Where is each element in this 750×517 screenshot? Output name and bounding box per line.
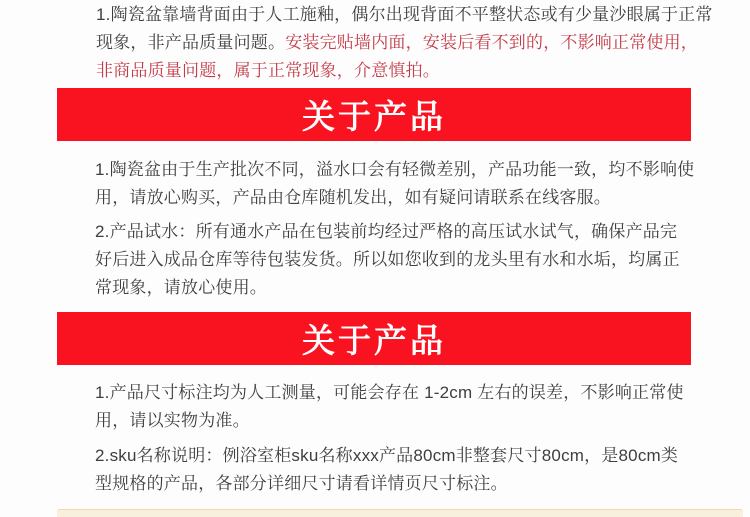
paragraph-line: 用，请放心购买，产品由仓库随机发出，如有疑问请联系在线客服。 <box>95 188 611 207</box>
section-banner-about-product-1 <box>57 88 691 141</box>
banner-title: 关于产品 <box>302 98 446 135</box>
paragraph-line: 2.产品试水：所有通水产品在包装前均经过严格的高压试水试气，确保产品完 <box>95 222 678 241</box>
notice-text-red: 安装完贴墙内面，安装后看不到的，不影响正常使用， <box>285 33 699 52</box>
notice-line <box>96 57 726 85</box>
paragraph-line: 好后进入成品仓库等待包装发货。所以如您收到的龙头里有水和水垢，均属正 <box>95 250 680 269</box>
paragraph-line: 1.产品尺寸标注均为人工测量，可能会存在 1-2cm 左右的误差，不影响正常使 <box>95 383 684 402</box>
notice-text-black: 现象，非产品质量问题。 <box>96 33 286 52</box>
notice-line <box>96 1 726 29</box>
notice-text-red: 非商品质量问题，属于正常现象，介意慎拍。 <box>96 61 440 80</box>
batch-difference-note <box>95 156 725 212</box>
notice-line <box>96 29 726 57</box>
sku-naming-note <box>95 442 725 498</box>
paragraph-line: 用，请以实物为准。 <box>95 411 250 430</box>
paragraph-line: 1.陶瓷盆由于生产批次不同，溢水口会有轻微差别，产品功能一致，均不影响使 <box>95 160 695 179</box>
notice-text-black: 1.陶瓷盆靠墙背面由于人工施釉，偶尔出现背面不平整状态或有少量沙眼属于正常 <box>96 5 713 24</box>
paragraph-line: 常现象，请放心使用。 <box>95 278 267 297</box>
size-tolerance-note <box>95 379 725 435</box>
water-test-note <box>95 218 725 302</box>
section-banner-about-product-2 <box>57 312 691 365</box>
ceramic-basin-glaze-notice <box>96 1 726 85</box>
paragraph-line: 2.sku名称说明：例浴室柜sku名称xxx产品80cm非整套尺寸80cm，是80cm类 <box>95 446 679 465</box>
banner-title: 关于产品 <box>302 322 446 359</box>
paragraph-line: 型规格的产品，各部分详细尺寸请看详情页尺寸标注。 <box>95 474 508 493</box>
